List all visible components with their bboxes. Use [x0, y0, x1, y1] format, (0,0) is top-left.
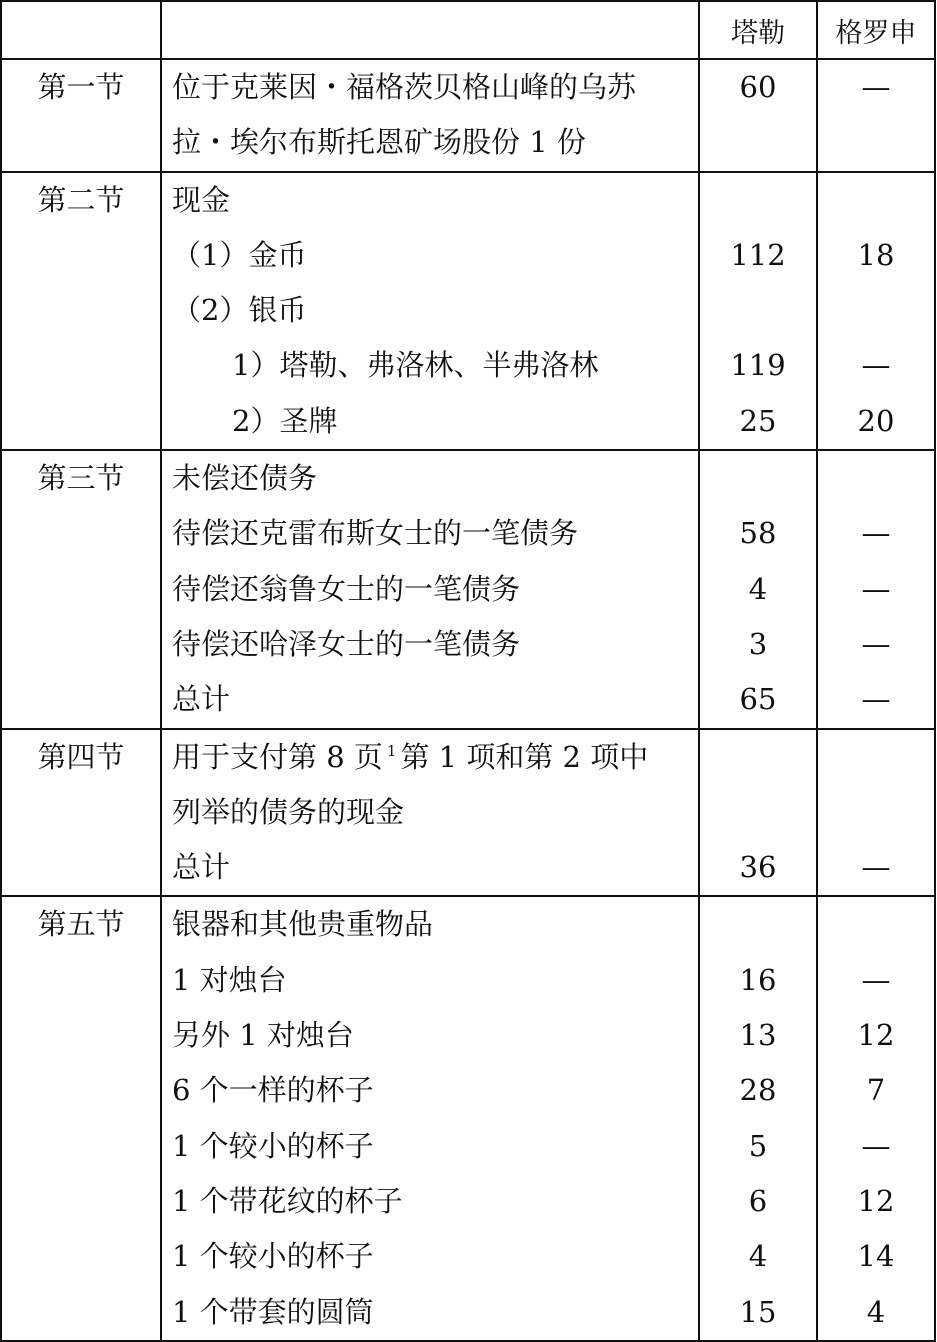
taler-value	[700, 115, 816, 170]
groschen-value-cell	[817, 450, 935, 728]
description-line: 未偿还债务	[172, 461, 318, 496]
groschen-value-cell	[817, 59, 935, 172]
groschen-value: —	[861, 348, 891, 383]
section-label: 第三节	[37, 461, 125, 496]
taler-value	[700, 283, 816, 338]
section-label-cell	[1, 59, 161, 172]
taler-value-cell	[699, 59, 817, 172]
taler-value: 16	[739, 962, 777, 997]
footnote-marker: 1	[386, 741, 397, 760]
taler-value: 119	[730, 348, 786, 383]
taler-value: 15	[739, 1294, 777, 1329]
groschen-value	[818, 283, 934, 338]
taler-value-cell	[699, 450, 817, 728]
taler-value: 28	[739, 1073, 777, 1108]
section-label-cell	[1, 729, 161, 897]
description-line: 位于克莱因・福格茨贝格山峰的乌苏	[172, 70, 637, 104]
section-row	[1, 450, 935, 728]
taler-value	[700, 785, 816, 840]
groschen-value	[818, 115, 934, 170]
taler-value-cell	[699, 729, 817, 897]
taler-value: 112	[730, 237, 786, 272]
section-description-cell	[161, 59, 699, 172]
description-text-continued: 第 1 项和第 2 项中	[400, 739, 649, 774]
taler-value: 58	[739, 516, 777, 551]
description-line: 列举的债务的现金	[172, 794, 405, 829]
taler-value	[700, 451, 816, 506]
section-row	[1, 172, 935, 450]
description-line: 1 个较小的杯子	[172, 1128, 374, 1163]
groschen-value: —	[861, 571, 891, 606]
groschen-value: —	[861, 516, 891, 551]
description-line: （2）银币	[172, 293, 307, 328]
section-description-cell	[161, 450, 699, 728]
groschen-value: —	[861, 1128, 891, 1163]
section-description-cell	[161, 172, 699, 450]
groschen-value: —	[861, 962, 891, 997]
description-text: 用于支付第 8 页	[172, 739, 383, 774]
taler-value-cell	[699, 172, 817, 450]
description-line: 待偿还克雷布斯女士的一笔债务	[172, 516, 579, 551]
taler-value: 60	[739, 70, 777, 104]
section-description-cell	[161, 896, 699, 1340]
header-section-cell	[1, 1, 161, 59]
section-label-cell	[1, 450, 161, 728]
taler-value	[700, 173, 816, 228]
section-row	[1, 729, 935, 897]
description-line: 待偿还哈泽女士的一笔债务	[172, 626, 521, 661]
description-line: 2）圣牌	[232, 403, 338, 438]
description-line: 1 个带花纹的杯子	[172, 1183, 403, 1218]
description-line: 现金	[172, 182, 231, 217]
taler-value: 4	[748, 571, 768, 606]
groschen-value: 20	[857, 403, 895, 438]
groschen-value	[818, 730, 934, 785]
description-line	[162, 730, 698, 785]
taler-value: 13	[739, 1018, 777, 1053]
groschen-value: 18	[857, 237, 895, 272]
taler-value	[700, 730, 816, 785]
groschen-value	[818, 785, 934, 840]
taler-value	[700, 897, 816, 952]
header-description-cell	[161, 1, 699, 59]
taler-value: 3	[748, 626, 768, 661]
groschen-value	[818, 451, 934, 506]
inventory-table-body	[1, 1, 935, 1341]
groschen-value	[818, 897, 934, 952]
description-line: 另外 1 对烛台	[172, 1018, 354, 1053]
taler-value: 5	[748, 1128, 768, 1163]
section-label: 第二节	[37, 182, 125, 217]
groschen-value-cell	[817, 729, 935, 897]
description-line: 总计	[172, 682, 231, 717]
header-taler-cell: 塔勒	[699, 1, 817, 59]
section-description-cell	[161, 729, 699, 897]
description-line: 待偿还翁鲁女士的一笔债务	[172, 571, 521, 606]
section-row	[1, 59, 935, 172]
taler-value: 4	[748, 1239, 768, 1274]
groschen-value: 12	[857, 1018, 895, 1053]
section-row	[1, 896, 935, 1340]
taler-value: 6	[748, 1183, 768, 1218]
groschen-value: 7	[866, 1073, 886, 1108]
groschen-value: 4	[866, 1294, 886, 1329]
description-line: 银器和其他贵重物品	[172, 907, 434, 942]
description-line: 1 个带套的圆筒	[172, 1294, 374, 1329]
table-header-row	[1, 1, 935, 59]
groschen-value-cell	[817, 896, 935, 1340]
groschen-value: 12	[857, 1183, 895, 1218]
taler-value-cell	[699, 896, 817, 1340]
description-line: （1）金币	[172, 237, 307, 272]
description-line: 1）塔勒、弗洛林、半弗洛林	[232, 348, 599, 383]
description-line: 6 个一样的杯子	[172, 1073, 374, 1108]
section-label-cell	[1, 896, 161, 1340]
header-groschen-cell: 格罗申	[817, 1, 935, 59]
taler-value: 36	[739, 850, 777, 885]
description-line: 总计	[172, 850, 231, 885]
groschen-value: 14	[857, 1239, 895, 1274]
section-label: 第四节	[37, 739, 125, 774]
groschen-value	[818, 173, 934, 228]
description-line: 1 对烛台	[172, 962, 287, 997]
taler-value: 65	[739, 682, 777, 717]
groschen-value: —	[861, 850, 891, 885]
groschen-value-cell	[817, 172, 935, 450]
description-line: 1 个较小的杯子	[172, 1239, 374, 1274]
groschen-value: —	[861, 70, 891, 104]
section-label: 第一节	[37, 70, 125, 104]
groschen-value: —	[861, 626, 891, 661]
section-label-cell	[1, 172, 161, 450]
section-label: 第五节	[37, 907, 125, 942]
description-line: 拉・埃尔布斯托恩矿场股份 1 份	[172, 125, 586, 160]
groschen-value: —	[861, 682, 891, 717]
taler-value: 25	[739, 403, 777, 438]
